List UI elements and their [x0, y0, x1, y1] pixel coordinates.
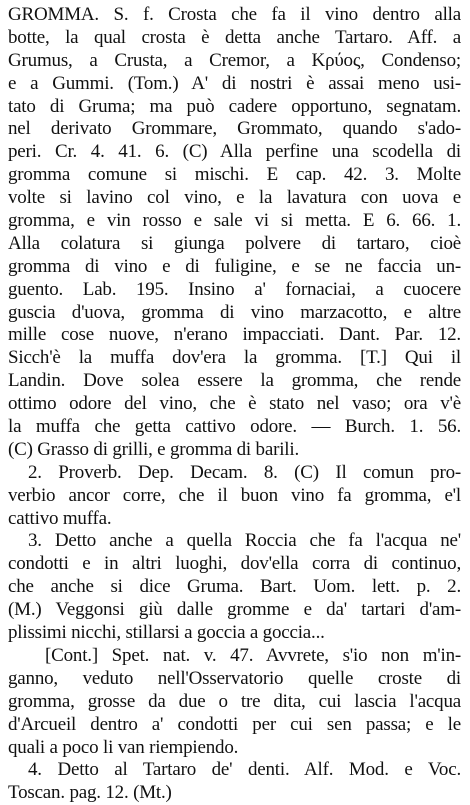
text-line: verbio ancor corre, che il buon vino fa gromma, e'l — [8, 484, 461, 506]
text-line: d'Arcueil dentro a' condotti per cui sen passa; e le — [8, 713, 461, 735]
text-line: Sicch'è la muffa dov'era la gromma. [T.] Qui il — [8, 347, 461, 369]
text-line: gromma comune si mischi. E cap. 42. 3. Molte — [8, 164, 461, 186]
text-line: ganno, veduto nell'Osservatorio quelle croste di — [8, 667, 461, 689]
text-line: volte si lavino col vino, e la lavatura con uova e — [8, 187, 461, 209]
text-line: peri. Cr. 4. 41. 6. (C) Alla perfine una scodella di — [8, 141, 461, 163]
text-line: guento. Lab. 195. Insino a' fornaciai, a cuocere — [8, 278, 461, 300]
text-line: gromma di vino e di fuligine, e se ne faccia un- — [8, 255, 461, 277]
text-line: plissimi nicchi, stillarsi a goccia a goccia... — [8, 622, 325, 644]
text-line: 4. Detto al Tartaro de' denti. Alf. Mod. e Voc. — [28, 759, 461, 781]
text-line: Grumus, a Crusta, a Cremor, a Κρύος, Condenso; — [8, 49, 461, 71]
text-line: cattivo muffa. — [8, 507, 112, 529]
text-line: guscia d'uova, gromma di vino marzacotto, e altre — [8, 301, 461, 323]
text-line: 3. Detto anche a quella Roccia che fa l'acqua ne' — [28, 530, 461, 552]
text-line: la muffa che getta cattivo odore. — Burch. 1. 56. — [8, 416, 461, 438]
text-line: quali a poco li van riempiendo. — [8, 736, 239, 758]
text-line: (M.) Veggonsi giù dalle gromme e da' tartari d'am- — [8, 599, 461, 621]
text-line: nel derivato Grommare, Grommato, quando s'ado- — [8, 118, 461, 140]
text-line: Toscan. pag. 12. (Mt.) — [8, 782, 172, 804]
text-line: tato di Gruma; ma può cadere opportuno, segnatam. — [8, 95, 461, 117]
text-line: che anche si dice Gruma. Bart. Uom. lett. p. 2. — [8, 576, 461, 598]
text-line: botte, la qual crosta è detta anche Tartaro. Aff. a — [8, 26, 461, 48]
text-line: GROMMA. S. f. Crosta che fa il vino dentro alla — [8, 4, 461, 25]
text-line: gromma, grosse da due o tre dita, cui lascia l'acqua — [8, 690, 461, 712]
text-line: (C) Grasso di grilli, e gromma di barili. — [8, 438, 299, 460]
text-line: e a Gummi. (Tom.) A' di nostri è assai meno usi- — [8, 72, 461, 94]
text-line: [Cont.] Spet. nat. v. 47. Avvrete, s'io non m'in- — [45, 644, 461, 666]
text-line: ottimo odore del vino, che è stato nel vaso; ora v'è — [8, 393, 461, 415]
text-line: Alla colatura si giunga polvere di tartaro, cioè — [8, 232, 461, 254]
text-line: gromma, e vin rosso e sale vi si metta. E 6. 66. 1. — [8, 210, 461, 232]
text-line: 2. Proverb. Dep. Decam. 8. (C) Il comun pro- — [28, 461, 461, 483]
text-line: condotti e in altri luoghi, dov'ella corra di continuo, — [8, 553, 461, 575]
text-line: mille cose nuove, n'erano impacciati. Dant. Par. 12. — [8, 324, 461, 346]
text-line: Landin. Dove solea essere la gromma, che rende — [8, 370, 461, 392]
